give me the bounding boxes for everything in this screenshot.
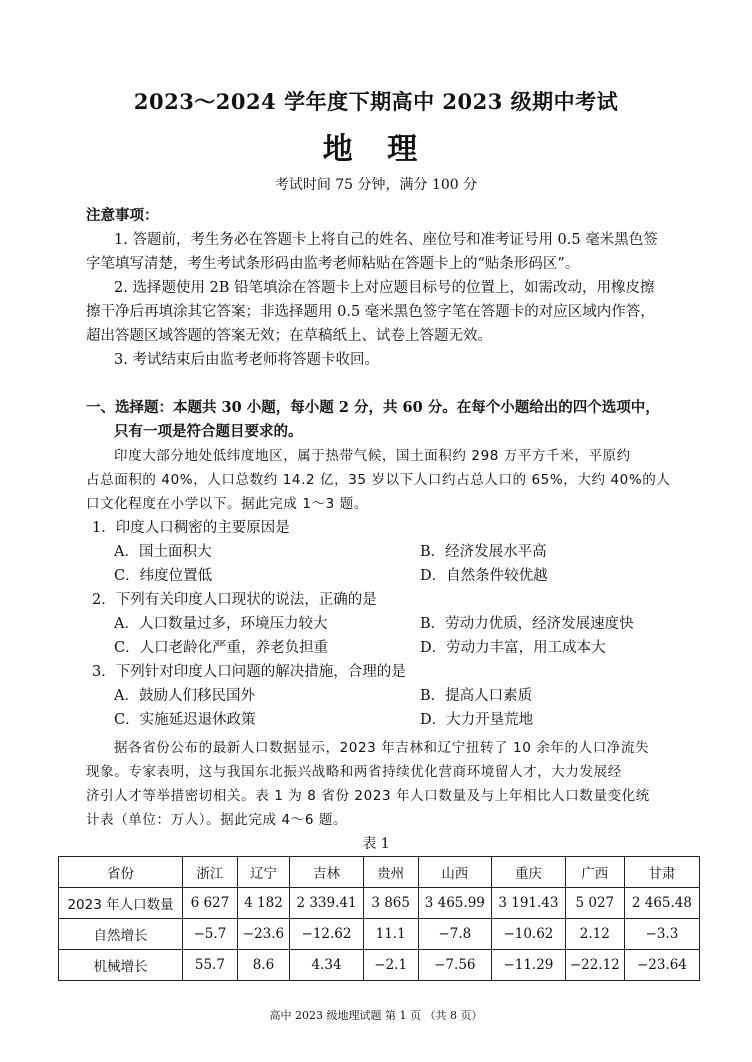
row-header-cell: 机械增长 [59, 950, 183, 981]
notice-line: 3. 考试结束后由监考老师将答题卡收回。 [114, 352, 379, 368]
passage-line: 现象。专家表明，这与我国东北振兴战略和两省持续优化营商环境留人才，大力发展经 [86, 764, 622, 780]
table-cell: 3 465.99 [418, 888, 492, 919]
header-cell: 广西 [565, 857, 624, 888]
table-row [59, 888, 700, 919]
table-cell: −11.29 [492, 950, 566, 981]
exam-title: 2023～2024 学年度下期高中 2023 级期中考试 [133, 89, 619, 114]
table-cell: 8.6 [237, 950, 289, 981]
header-cell: 吉林 [290, 857, 364, 888]
population-table [58, 856, 700, 981]
row-header-cell: 自然增长 [59, 919, 183, 950]
table-row [59, 950, 700, 981]
table-cell: −7.8 [418, 919, 492, 950]
table-cell: 2 339.41 [290, 888, 364, 919]
passage-line: 济引人才等举措密切相关。表 1 为 8 省份 2023 年人口数量及与上年相比人口数量变化统 [86, 788, 650, 804]
table-cell: 2.12 [565, 919, 624, 950]
question-stem: 2．下列有关印度人口现状的说法，正确的是 [92, 592, 377, 608]
header-cell: 辽宁 [237, 857, 289, 888]
header-cell: 山西 [418, 857, 492, 888]
table-cell: −5.7 [183, 919, 238, 950]
section-heading: 一、选择题：本题共 30 小题，每小题 2 分，共 60 分。在每个小题给出的四个选项中， [86, 399, 660, 416]
header-cell: 浙江 [183, 857, 238, 888]
option-d: D．劳动力丰富，用工成本大 [420, 640, 606, 656]
option-c: C．纬度位置低 [114, 568, 213, 584]
question-stem: 3．下列针对印度人口问题的解决措施，合理的是 [92, 664, 406, 680]
option-d: D．自然条件较优越 [420, 568, 548, 584]
option-a: A．国土面积大 [114, 544, 212, 560]
passage-line: 印度大部分地处低纬度地区，属于热带气候，国土面积约 298 万平方千米，平原约 [114, 448, 631, 464]
table-cell: 4 182 [237, 888, 289, 919]
row-header-cell: 2023 年人口数量 [59, 888, 183, 919]
notice-line: 字笔填写清楚，考生考试条形码由监考老师粘贴在答题卡上的“贴条形码区”。 [86, 256, 580, 272]
notice-line: 1. 答题前，考生务必在答题卡上将自己的姓名、座位号和准考证号用 0.5 毫米黑色签 [114, 232, 658, 248]
notice-line: 2. 选择题使用 2B 铅笔填涂在答题卡上对应题目标号的位置上，如需改动，用橡皮擦 [114, 280, 655, 296]
passage-line: 据各省份公布的最新人口数据显示，2023 年吉林和辽宁扭转了 10 余年的人口净流失 [114, 740, 650, 756]
option-b: B．劳动力优质，经济发展速度快 [420, 616, 634, 632]
table-cell: 55.7 [183, 950, 238, 981]
header-cell: 贵州 [363, 857, 418, 888]
table-cell: −7.56 [418, 950, 492, 981]
header-cell: 省份 [59, 857, 183, 888]
option-c: C．实施延迟退休政策 [114, 712, 256, 728]
table-cell: 2 465.48 [624, 888, 699, 919]
table-cell: −23.6 [237, 919, 289, 950]
page-footer: 高中 2023 级地理试题 第 1 页 （共 8 页） [269, 1009, 483, 1022]
option-d: D．大力开垦荒地 [420, 712, 534, 728]
table-row [59, 919, 700, 950]
table-cell: −12.62 [290, 919, 364, 950]
table-cell: 4.34 [290, 950, 364, 981]
table-caption: 表 1 [362, 836, 390, 852]
option-b: B．提高人口素质 [420, 688, 533, 704]
notice-line: 超出答题区域答题的答案无效；在草稿纸上、试卷上答题无效。 [86, 328, 492, 344]
table-header-row [59, 857, 700, 888]
question-stem: 1．印度人口稠密的主要原因是 [92, 520, 290, 536]
passage-line: 占总面积的 40%，人口总数约 14.2 亿，35 岁以下人口约占总人口的 65%，大约 40%的人 [86, 472, 671, 488]
option-a: A．人口数量过多，环境压力较大 [114, 616, 328, 632]
table-cell: −2.1 [363, 950, 418, 981]
table-cell: −23.64 [624, 950, 699, 981]
option-c: C．人口老龄化严重，养老负担重 [114, 640, 329, 656]
option-b: B．经济发展水平高 [420, 544, 547, 560]
notice-title: 注意事项： [86, 207, 159, 224]
table-cell: 3 865 [363, 888, 418, 919]
table-cell: 5 027 [565, 888, 624, 919]
notice-line: 擦干净后再填涂其它答案；非选择题用 0.5 毫米黑色签字笔在答题卡的对应区域内作答， [86, 304, 655, 320]
table-cell: 3 191.43 [492, 888, 566, 919]
table-cell: 11.1 [363, 919, 418, 950]
header-cell: 甘肃 [624, 857, 699, 888]
option-a: A．鼓励人们移民国外 [114, 688, 255, 704]
table-cell: −3.3 [624, 919, 699, 950]
passage-line: 计表（单位：万人）。据此完成 4～6 题。 [86, 812, 348, 828]
table-cell: −22.12 [565, 950, 624, 981]
header-cell: 重庆 [492, 857, 566, 888]
section-heading: 只有一项是符合题目要求的。 [114, 423, 303, 440]
exam-time: 考试时间 75 分钟，满分 100 分 [274, 177, 478, 193]
table-cell: 6 627 [183, 888, 238, 919]
passage-line: 口文化程度在小学以下。据此完成 1～3 题。 [86, 496, 368, 512]
subject-title: 地 理 [322, 132, 430, 167]
table-cell: −10.62 [492, 919, 566, 950]
